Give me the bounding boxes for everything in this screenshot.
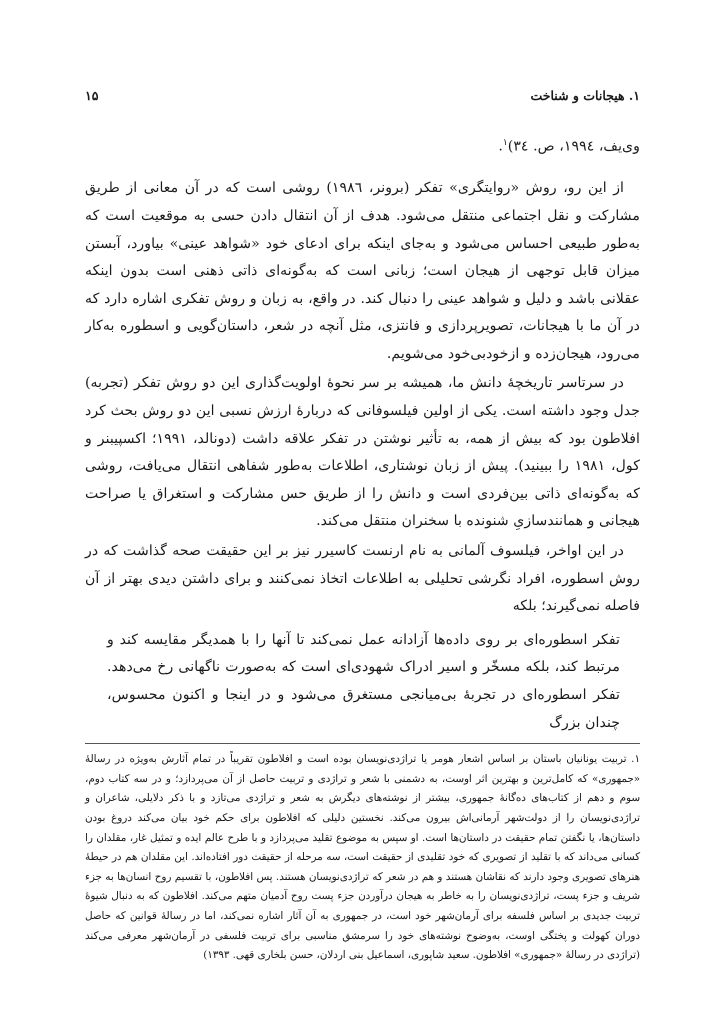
document-page [85,88,640,966]
paragraph-cassirer: در این اواخر، فیلسوف آلمانی به نام ارنست کاسیرر نیز بر این حقیقت صحه گذاشت که در روش اسطوره، افراد نگرشی تحلیلی به اطلاعات اتخاذ نمی‌کنند و برای داشتن دیدی بهتر از آن فاصله نمی‌گیرند؛ بلکه [85,543,640,615]
chapter-title: ۱. هیجانات و شناخت [530,88,640,103]
footnote-marker[interactable]: ۱ [502,138,508,148]
footnote: ۱. تربیت یونانیان باستان بر اساس اشعار هومر یا تراژدی‌نویسان بوده است و افلاطون تقریباً در تمام آثارش به‌ویژه در رسالهٔ «جمهوری» که کامل‌ترین و بهترین اثر اوست، به دشمنی با شعر و تراژدی و تربیت حاصل از آن می‌پردازد؛ و در سه کتاب دوم، سوم و دهم از کتاب‌های ده‌گانهٔ جمهوری، بیشتر از نوشته‌های دیگرش به شعر و تراژدی می‌تازد و با ذکر دلایلی، شاعران و تراژدی‌نویسان را از دولت‌شهر آرمانی‌اش بیرون می‌کند. نخستین دلیلی که افلاطون برای حکم خود بیان می‌کند دروغ بودن داستان‌ها، یا نگفتن تمام حقیقت در داستان‌ها است. او سپس به موضوع تقلید می‌پردازد و با طرح عالم ایده و تمثیل غار، مقلدان را کسانی می‌داند که با تقلید از تصویری که خود تقلیدی از حقیقت است، سه مرحله از حقیقت دور افتاده‌اند. این مقلدان هم در حیطهٔ هنرهای تصویری وجود دارند که نقاشان هستند و هم در شعر که تراژدی‌نویسان هستند. پس افلاطون، با تقسیم روح انسان‌ها به جزء شریف و جزء پست، تراژدی‌نویسان را به خاطر به هیجان درآوردن جزء پست روح آدمیان متهم می‌کند. افلاطون که به دنبال شیوهٔ تربیت جدیدی بر اساس فلسفه برای آرمان‌شهر خود است، در جمهوری به آن آثار اشاره نمی‌کند، اما در رسالهٔ قوانین که حاصل دوران کهولت و پختگی اوست، به‌وضوح نوشته‌های خود را سرمشق مناسبی برای تربیت فلسفی در آرمان‌شهر معرفی می‌کند (تراژدی در رسالهٔ «جمهوری» افلاطون. سعید شاپوری، اسماعیل بنی اردلان، حسن بلخاری قهی. ۱۳۹۳) [85,753,640,962]
footnote-divider [85,743,640,744]
body-text [85,130,640,737]
paragraph-narrative-mode: از این رو، روش «روایتگری» تفکر (برونر، ۱۹۸٦) روشی است که در آن معانی از طریق مشارکت و نقل اجتماعی منتقل می‌شود. هدف از آن انتقال دادن حسی به موقعیت است که به‌طور طبیعی احساس می‌شود و به‌جای اینکه برای ادعای خود «شواهد عینی» بیاورد، آبستن میزان قابل توجهی از هیجان است؛ زبانی است که به‌گونه‌ای ذاتی ذهنی است بدون اینکه عقلانی باشد و دلیل و شواهد عینی را دنبال کند. در واقع، به زبان و روش تفکری اشاره دارد که در آن ما با هیجانات، تصویرپردازی و فانتزی، مثل آنچه در شعر، داستان‌گویی و اسطوره به‌کار می‌رود، هیجان‌زده و ازخودبی‌خود می‌شویم. [85,180,640,362]
paragraph-history: در سرتاسر تاریخچهٔ دانش ما، همیشه بر سر نحوهٔ اولویت‌گذاری این دو روش تفکر (تجربه) جدل وجود داشته است. یکی از اولین فیلسوفانی که دربارهٔ ارزش نسبی این دو روش بحث کرد افلاطون بود که بیش از همه، به تأثیر نوشتن در تفکر علاقه داشت (دونالد، ۱۹۹۱؛ اکسپیبنر و کول، ۱۹۸۱ را ببینید). پیش از زبان نوشتاری، اطلاعات به‌طور شفاهی انتقال می‌یافت، روشی که به‌گونه‌ای ذاتی بین‌فردی است و دانش را از طریق حس مشارکت و استغراق یا صراحت هیجانی و همانندسازیِ شنونده با سخنران منتقل می‌کند. [85,375,640,530]
running-header [85,88,640,110]
block-quote: تفکر اسطوره‌ای بر روی داده‌ها آزادانه عمل نمی‌کند تا آنها را با همدیگر مقایسه کند و مرتبط کند، بلکه مسخّر و اسیر ادراک شهودی‌ای است که به‌صورت ناگهانی رخ می‌دهد. تفکر اسطوره‌ای در تجربهٔ بی‌میانجی مستغرق می‌شود و در اینجا و اکنون محسوس، چندان بزرگ [107,631,620,731]
page-number: ۱۵ [85,88,99,103]
paragraph-continuation: وی‌یف، ۱۹۹٤، ص. ۳٤)$^۱$. [498,138,640,155]
paragraph-continuation-text: وی‌یف، ۱۹۹٤، ص. ۳٤) [507,138,640,155]
